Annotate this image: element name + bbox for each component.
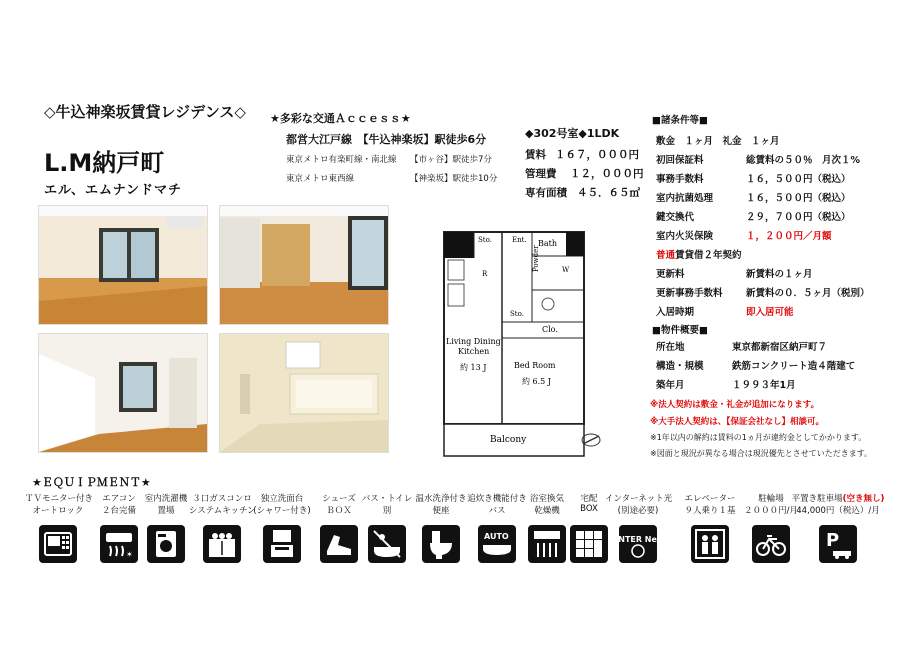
- property-value: 東京都新宿区納戸町７: [732, 342, 828, 353]
- plan-ldk-size: 約 13 J: [460, 363, 487, 372]
- equipment-label: ３口ガスコンロ システムキッチン: [189, 494, 256, 516]
- building-name: L.M納戸町: [44, 149, 165, 177]
- condition-value: １，２００円／月額: [746, 231, 832, 242]
- renew-row: [656, 266, 813, 280]
- property-row: [656, 377, 796, 391]
- mgmt-label: 管理費: [525, 168, 557, 180]
- access-line-name: 東京メトロ東西線: [286, 174, 355, 184]
- equipment-label: 駐輪場 ２０００円/月: [744, 494, 798, 516]
- north-arrow-icon: [580, 432, 602, 452]
- condition-value: ２９，７００円（税込）: [746, 212, 851, 223]
- renew-value: 新賃料の１ヶ月: [746, 269, 813, 280]
- plan-sto2-label: Sto.: [510, 310, 524, 318]
- rent-value: １６７，０００円: [555, 149, 639, 161]
- equipment-title: ★ＥＱＵＩＰＭＥＮＴ★: [32, 476, 151, 489]
- conditions-title: ■諸条件等■: [652, 115, 708, 126]
- photo-kitchen: [38, 333, 208, 453]
- condition-row: [656, 171, 851, 185]
- equipment-label: エアコン ２台完備: [101, 494, 136, 516]
- access-title: ★多彩な交通Ａｃｃｅｓｓ★: [270, 112, 411, 125]
- property-row: [656, 339, 828, 353]
- property-title: ■物件概要■: [652, 325, 708, 336]
- equipment-label: エレベーター ９人乗り１基: [684, 494, 736, 516]
- internet-icon: [615, 525, 661, 563]
- air-conditioner-icon: [100, 525, 138, 563]
- svg-text:✶: ✶: [126, 550, 133, 559]
- shoe-box-icon: [320, 525, 358, 563]
- access-line-1: [286, 153, 492, 165]
- equipment-label: 独立洗面台 (シャワー付き): [253, 494, 311, 516]
- renew-value: 即入居可能: [746, 307, 794, 318]
- condition-row: [656, 152, 861, 166]
- rent-row: [525, 147, 639, 162]
- property-label: 所在地: [656, 342, 685, 353]
- renew-row: [656, 304, 794, 318]
- renew-label: 更新事務手数料: [656, 288, 723, 299]
- area-value: ４５．６５㎡: [577, 187, 640, 199]
- condition-value: １６，５００円（税込）: [746, 193, 851, 204]
- svg-text:INTER Net: INTER Net: [615, 535, 661, 544]
- property-value: １９９３年1月: [732, 380, 796, 391]
- condition-label: 敷金 １ヶ月 礼金 １ヶ月: [656, 136, 780, 147]
- area-row: [525, 185, 640, 200]
- equipment-label: 室内洗濯機 置場: [144, 494, 188, 516]
- plan-balcony-label: Balcony: [490, 435, 527, 445]
- plan-powder-label: Powder: [532, 245, 540, 272]
- plan-r-label: R: [482, 270, 488, 278]
- note-large-corporate: ※大手法人契約は、【保証会社なし】相談可。: [650, 417, 825, 427]
- condition-row: [656, 133, 780, 147]
- access-line-name: 東京メトロ有楽町線・南北線: [286, 155, 397, 165]
- contract-row: [656, 247, 742, 261]
- mgmt-row: [525, 166, 644, 181]
- delivery-box-icon: [570, 525, 608, 563]
- condition-label: 初回保証料: [656, 155, 704, 166]
- access-station: 【神楽坂】駅徒歩10分: [410, 174, 498, 184]
- floor-plan: [438, 228, 598, 460]
- plan-ent-label: Ent.: [512, 236, 527, 244]
- building-reading: エル、エムナンドマチ: [44, 183, 183, 198]
- plan-bath-label: Bath: [538, 239, 558, 248]
- condition-label: 室内抗菌処理: [656, 193, 714, 204]
- condition-row: [656, 190, 851, 204]
- equipment-label: 浴室換気 乾燥機: [529, 494, 564, 516]
- bicycle-icon: [752, 525, 790, 563]
- washing-machine-icon: [147, 525, 185, 563]
- condition-value: 総賃料の５０％ 月次１%: [746, 155, 861, 166]
- condition-row: [656, 228, 832, 242]
- renew-row: [656, 285, 870, 299]
- svg-text:P: P: [826, 530, 840, 551]
- bathroom-dryer-icon: [528, 525, 566, 563]
- plan-ldk-label: Living Dining: [446, 337, 501, 346]
- auto-bath-icon: [478, 525, 516, 563]
- system-kitchen-icon: [203, 525, 241, 563]
- condition-value: １６，５００円（税込）: [746, 174, 851, 185]
- plan-bed-size: 約 6.5 J: [522, 377, 552, 386]
- equipment-label: インターネット光 (別途必要): [605, 494, 673, 516]
- area-label: 専有面積: [525, 187, 567, 199]
- vanity-sink-icon: [263, 525, 301, 563]
- condition-row: [656, 209, 851, 223]
- plan-bed-label: Bed Room: [514, 361, 556, 370]
- tagline: ◇牛込神楽坂賃貸レジデンス◇: [44, 103, 246, 121]
- condition-label: 鍵交換代: [656, 212, 695, 223]
- svg-text:AUTO: AUTO: [484, 532, 509, 541]
- equipment-label: バス・トイレ 別: [361, 494, 413, 516]
- photo-living-room: [38, 205, 208, 325]
- photo-dining-room: [219, 205, 389, 325]
- separate-bath-toilet-icon: [368, 525, 406, 563]
- tv-monitor-autolock-icon: [39, 525, 77, 563]
- equipment-label: ＴＶモニター付き オートロック: [25, 494, 94, 516]
- plan-kitchen-label: Kitchen: [458, 347, 490, 356]
- renew-value: 新賃料の０．５ヶ月（税別）: [746, 288, 870, 299]
- equipment-label: シューズ ＢＯＸ: [322, 494, 356, 516]
- room-number-layout: ◆302号室◆1LDK: [525, 127, 620, 140]
- plan-wc-label: W: [562, 266, 570, 274]
- contract-term: 賃貸借２年契約: [675, 250, 742, 261]
- condition-label: 事務手数料: [656, 174, 704, 185]
- plan-sto-label: Sto.: [478, 236, 492, 244]
- parking-icon: [819, 525, 857, 563]
- plan-clo-label: Clo.: [542, 325, 558, 334]
- property-label: 構造・規模: [656, 361, 704, 372]
- equipment-label: 平置き駐車場(空き無し) 44,000円（税込）/月: [791, 494, 885, 516]
- property-row: [656, 358, 856, 372]
- access-main-line: 都営大江戸線 【牛込神楽坂】駅徒歩6分: [286, 133, 487, 146]
- renew-label: 入居時期: [656, 307, 695, 318]
- rent-label: 賃料: [525, 149, 546, 161]
- photo-bathroom: [219, 333, 389, 453]
- renew-label: 更新料: [656, 269, 685, 280]
- note-actual-priority: ※図面と現況が異なる場合は現況優先とさせていただきます。: [650, 449, 873, 458]
- access-line-2: [286, 172, 498, 184]
- equipment-label: 追炊き機能付き バス: [467, 494, 527, 516]
- note-corporate: ※法人契約は敷金・礼金が追加になります。: [650, 400, 820, 410]
- access-station: 【市ヶ谷】駅徒歩7分: [410, 155, 492, 165]
- note-cancellation: ※1年以内の解約は賃料の1ヵ月が違約金としてかかります。: [650, 433, 867, 442]
- elevator-icon: [691, 525, 729, 563]
- equipment-label: 宅配 BOX: [580, 494, 598, 514]
- contract-type: 普通: [656, 250, 676, 261]
- property-value: 鉄筋コンクリート造４階建て: [732, 361, 856, 372]
- property-label: 築年月: [656, 380, 685, 391]
- mgmt-value: １２，０００円: [570, 168, 644, 180]
- condition-label: 室内火災保険: [656, 231, 714, 242]
- equipment-label: 温水洗浄付き 便座: [415, 494, 467, 516]
- washlet-toilet-icon: [422, 525, 460, 563]
